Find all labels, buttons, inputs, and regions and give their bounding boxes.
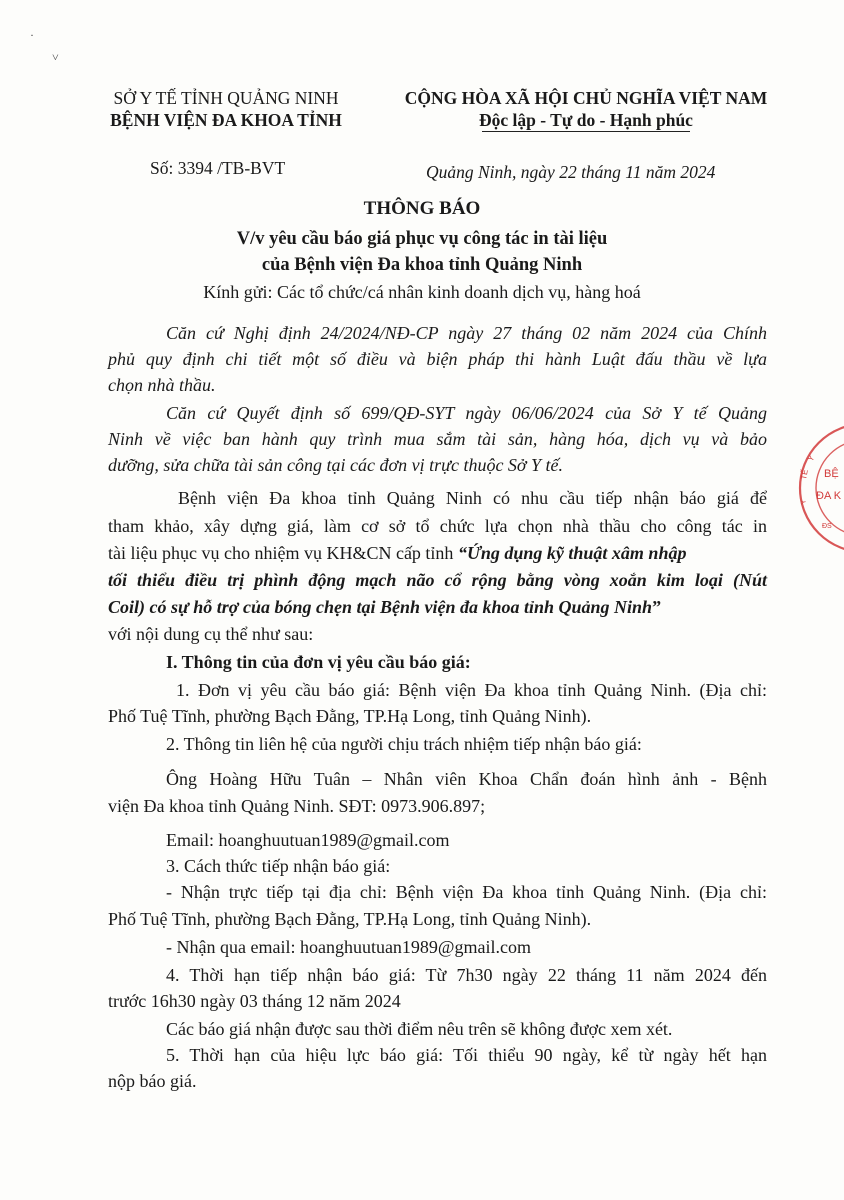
seal-text-top: BỆ <box>824 468 839 480</box>
document-subject-line2: của Bệnh viện Đa khoa tỉnh Quảng Ninh <box>261 255 583 275</box>
intro-line1: Bệnh viện Đa khoa tỉnh Quảng Ninh có nhu cầu tiếp nhận báo giá để <box>178 488 767 508</box>
item-3: 3. Cách thức tiếp nhận báo giá: <box>166 856 391 876</box>
intro-line3 <box>108 539 686 569</box>
scan-mark: · <box>30 28 34 42</box>
email-receipt: - Nhận qua email: hoanghuutuan1989@gmail.com <box>166 937 531 957</box>
svg-text:TẾ: TẾ <box>799 468 810 481</box>
recipient-line: Kính gửi: Các tổ chức/cá nhân kinh doanh dịch vụ, hàng hoá <box>203 282 641 302</box>
item-4-line2: trước 16h30 ngày 03 tháng 12 năm 2024 <box>108 991 401 1011</box>
intro-line6: với nội dung cụ thể như sau: <box>108 624 314 644</box>
project-title-line3: Coil) có sự hỗ trợ của bóng chẹn tại Bệnh viện đa khoa tỉnh Quảng Ninh <box>108 597 653 617</box>
direct-receipt-line1: - Nhận trực tiếp tại địa chỉ: Bệnh viện Đa khoa tỉnh Quảng Ninh. (Địa chỉ: <box>166 882 767 902</box>
intro-line2: tham khảo, xây dựng giá, làm cơ sở tổ chức lựa chọn nhà thầu cho công tác in <box>108 516 767 536</box>
document-date: Quảng Ninh, ngày 22 tháng 11 năm 2024 <box>426 162 716 182</box>
project-title-close-quote: ” <box>652 597 662 617</box>
direct-receipt-line2: Phố Tuệ Tĩnh, phường Bạch Đằng, TP.Hạ Long, tỉnh Quảng Ninh). <box>108 909 592 929</box>
document-number: Số: 3394 /TB-BVT <box>150 158 286 178</box>
item-5-line1: 5. Thời hạn của hiệu lực báo giá: Tối thiểu 90 ngày, kể từ ngày hết hạn <box>166 1045 767 1065</box>
svg-text:Y: Y <box>800 499 808 505</box>
seal-text-middle: ĐA K <box>816 490 842 502</box>
document-subject-line1: V/v yêu cầu báo giá phục vụ công tác in tài liệu <box>236 229 608 249</box>
hospital-name: BỆNH VIỆN ĐA KHOA TỈNH <box>110 110 342 130</box>
motto-underline <box>482 131 690 132</box>
late-submission-note: Các báo giá nhận được sau thời điểm nêu trên sẽ không được xem xét. <box>166 1019 673 1039</box>
item-1-line2: Phố Tuệ Tĩnh, phường Bạch Đằng, TP.Hạ Long, tỉnh Quảng Ninh). <box>108 706 592 726</box>
contact-line2: viện Đa khoa tỉnh Quảng Ninh. SĐT: 0973.906.897; <box>108 796 486 816</box>
hospital-seal <box>796 418 844 563</box>
project-title-line2: tối thiểu điều trị phình động mạch não cổ rộng bằng vòng xoắn kim loại (Nút <box>108 570 767 590</box>
section-1-heading: I. Thông tin của đơn vị yêu cầu báo giá: <box>166 652 471 672</box>
intro-line3-text: tài liệu phục vụ cho nhiệm vụ KH&CN cấp tỉnh <box>108 543 458 563</box>
project-title-start: “Ứng dụng kỹ thuật xâm nhập <box>457 543 687 563</box>
legal-basis-1-line1: Căn cứ Nghị định 24/2024/NĐ-CP ngày 27 tháng 02 năm 2024 của Chính <box>166 323 767 343</box>
national-title: CỘNG HÒA XÃ HỘI CHỦ NGHĨA VIỆT NAM <box>404 88 768 108</box>
item-5-line2: nộp báo giá. <box>108 1071 197 1091</box>
document-title: THÔNG BÁO <box>363 198 481 219</box>
legal-basis-1-line2: phủ quy định chi tiết một số điều và biện pháp thi hành Luật đấu thầu về lựa <box>108 349 767 369</box>
svg-text:Y: Y <box>805 453 817 463</box>
item-1-line1: 1. Đơn vị yêu cầu báo giá: Bệnh viện Đa khoa tỉnh Quảng Ninh. (Địa chỉ: <box>176 680 767 700</box>
legal-basis-2-line3: dưỡng, sửa chữa tài sản công tại các đơn vị trực thuộc Sở Y tế. <box>108 455 564 475</box>
legal-basis-2-line2: Ninh về việc ban hành quy trình mua sắm tài sản, hàng hóa, dịch vụ và bảo <box>108 429 767 449</box>
intro-line5 <box>108 593 661 623</box>
national-motto: Độc lập - Tự do - Hạnh phúc <box>479 110 693 130</box>
svg-text:ĐS: ĐS <box>822 523 832 530</box>
legal-basis-2-line1: Căn cứ Quyết định số 699/QĐ-SYT ngày 06/06/2024 của Sở Y tế Quảng <box>166 403 767 423</box>
item-2: 2. Thông tin liên hệ của người chịu trách nhiệm tiếp nhận báo giá: <box>166 734 642 754</box>
agency-name: SỞ Y TẾ TỈNH QUẢNG NINH <box>113 88 339 108</box>
scan-mark: ˅ <box>52 50 59 64</box>
contact-line1: Ông Hoàng Hữu Tuân – Nhân viên Khoa Chẩn đoán hình ảnh - Bệnh <box>166 769 767 789</box>
seal-graphic <box>796 418 844 558</box>
item-4-line1: 4. Thời hạn tiếp nhận báo giá: Từ 7h30 ngày 22 tháng 11 năm 2024 đến <box>166 965 767 985</box>
contact-email: Email: hoanghuutuan1989@gmail.com <box>166 830 450 850</box>
legal-basis-1-line3: chọn nhà thầu. <box>108 375 216 395</box>
